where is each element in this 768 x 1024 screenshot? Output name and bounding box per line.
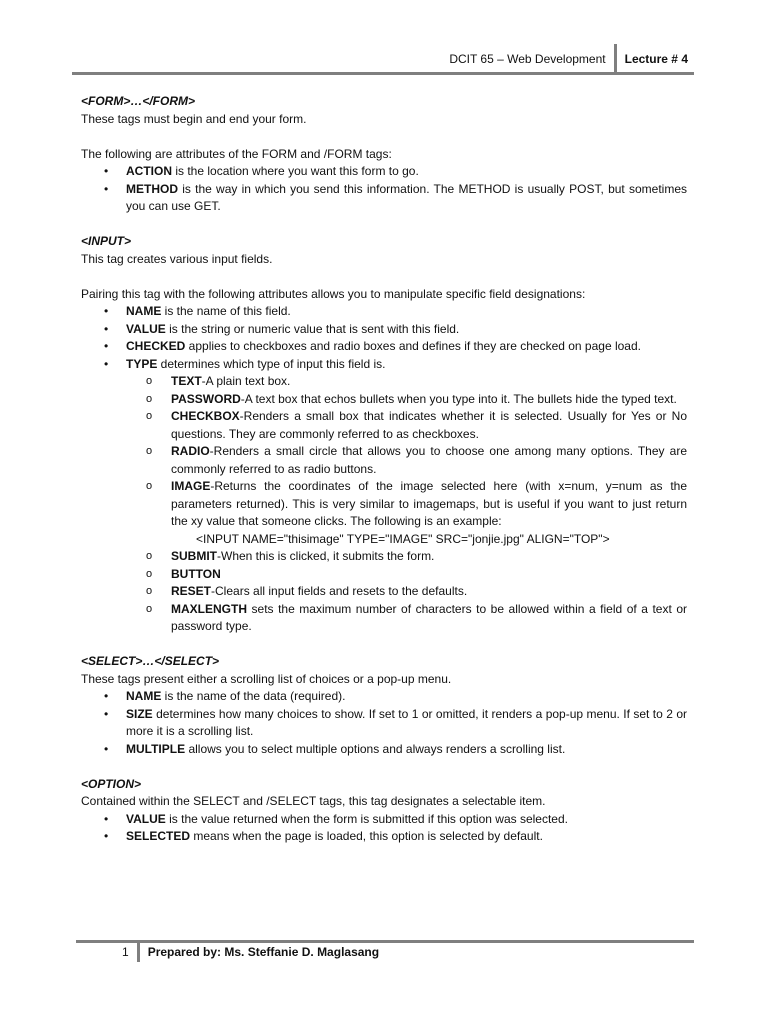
sub-list-item: o SUBMIT-When this is clicked, it submits the form. (171, 548, 687, 566)
sub-list-item: o RESET-Clears all input fields and resets to the defaults. (171, 583, 687, 601)
list-item: • VALUE is the value returned when the form is submitted if this option was selected. (126, 811, 687, 829)
attribute-list (81, 811, 687, 846)
code-example: <INPUT NAME="thisimage" TYPE="IMAGE" SRC="jonjie.jpg" ALIGN="TOP"> (196, 531, 610, 546)
type-list (126, 373, 687, 636)
document-body (81, 93, 687, 846)
sub-list-item: o MAXLENGTH sets the maximum number of characters to be allowed within a field of a text or password type. (171, 601, 687, 636)
option-section (81, 776, 687, 846)
list-item: • VALUE is the string or numeric value that is sent with this field. (126, 321, 687, 339)
list-item: • CHECKED applies to checkboxes and radio boxes and defines if they are checked on page load. (126, 338, 687, 356)
list-item: • MULTIPLE allows you to select multiple options and always renders a scrolling list. (126, 741, 687, 759)
attribute-list (81, 163, 687, 216)
section-title: <OPTION> (81, 776, 142, 791)
list-item: • SIZE determines how many choices to show. If set to 1 or omitted, it renders a pop-up menu. If set to 2 or more it is a scrolling list. (126, 706, 687, 741)
section-lead: Pairing this tag with the following attributes allows you to manipulate specific field designations: (81, 286, 586, 301)
select-section (81, 653, 687, 758)
list-item: • NAME is the name of the data (required). (126, 688, 687, 706)
sub-list-item: o IMAGE-Returns the coordinates of the image selected here (with x=num, y=num as the parameters returned). This is very similar to imagemaps, but is useful if you want to just return the xy value that someone clicks. The following is an example: <INPUT NAME="thisimage" TYPE="IMAGE" SRC="jonjie.jpg" ALIGN="TOP"> (171, 478, 687, 548)
attribute-list (81, 688, 687, 758)
header-rule (72, 72, 694, 75)
section-lead: The following are attributes of the FORM and /FORM tags: (81, 146, 392, 161)
sub-list-item: o CHECKBOX-Renders a small box that indicates whether it is selected. Usually for Yes or No questions. They are commonly referred to as checkboxes. (171, 408, 687, 443)
section-intro: Contained within the SELECT and /SELECT tags, this tag designates a selectable item. (81, 794, 546, 808)
section-title: <SELECT>…</SELECT> (81, 654, 220, 668)
page-footer (122, 942, 379, 962)
course-title: DCIT 65 – Web Development (449, 52, 606, 66)
list-item: • TYPE determines which type of input this field is. o TEXT-A plain text box. o PASSWORD-A text box that echos bullets when you type into it. The bullets hide the typed text. o CHECKBOX-Renders a small box that indicates whether it is selected. Usually for Yes or No questions. They are commonly referred to as checkboxes. o RADIO-Renders a small circle that allows you to choose one among many options. They are commonly referred to as radio buttons. o IMAGE-Returns the coordinates of the image selected here (with x=num, y=num as the parameters returned). This is very similar to imagemaps, but is useful if you want to just return the xy value that someone clicks. The following is an example: <INPUT NAME="thisimage" TYPE="IMAGE" SRC="jonjie.jpg" ALIGN="TOP"> o SUBMIT-When this is clicked, it submits the form. o BUTTON o RESET-Clears all input fields and resets to the defaults. o MAXLENGTH sets the maximum number of characters to be allowed within a field of a text or password type. (126, 356, 687, 636)
page-header (449, 44, 688, 74)
list-item: • METHOD is the way in which you send this information. The METHOD is usually POST, but sometimes you can use GET. (126, 181, 687, 216)
attribute-list (81, 303, 687, 636)
section-intro: These tags must begin and end your form. (81, 111, 307, 126)
page-number: 1 (122, 945, 129, 959)
list-item: • SELECTED means when the page is loaded, this option is selected by default. (126, 828, 687, 846)
lecture-number: Lecture # 4 (624, 52, 688, 66)
prepared-by: Prepared by: Ms. Steffanie D. Maglasang (147, 945, 380, 959)
sub-list-item: o BUTTON (171, 566, 687, 584)
sub-list-item: o PASSWORD-A text box that echos bullets when you type into it. The bullets hide the typed text. (171, 391, 687, 409)
section-title: <INPUT> (81, 234, 132, 248)
list-item: • ACTION is the location where you want this form to go. (126, 163, 687, 181)
section-intro: This tag creates various input fields. (81, 251, 273, 266)
sub-list-item: o TEXT-A plain text box. (171, 373, 687, 391)
list-item: • NAME is the name of this field. (126, 303, 687, 321)
section-title: <FORM>…</FORM> (81, 94, 196, 108)
input-section (81, 233, 687, 636)
form-section (81, 93, 687, 216)
section-intro: These tags present either a scrolling list of choices or a pop-up menu. (81, 671, 452, 686)
sub-list-item: o RADIO-Renders a small circle that allows you to choose one among many options. They are commonly referred to as radio buttons. (171, 443, 687, 478)
